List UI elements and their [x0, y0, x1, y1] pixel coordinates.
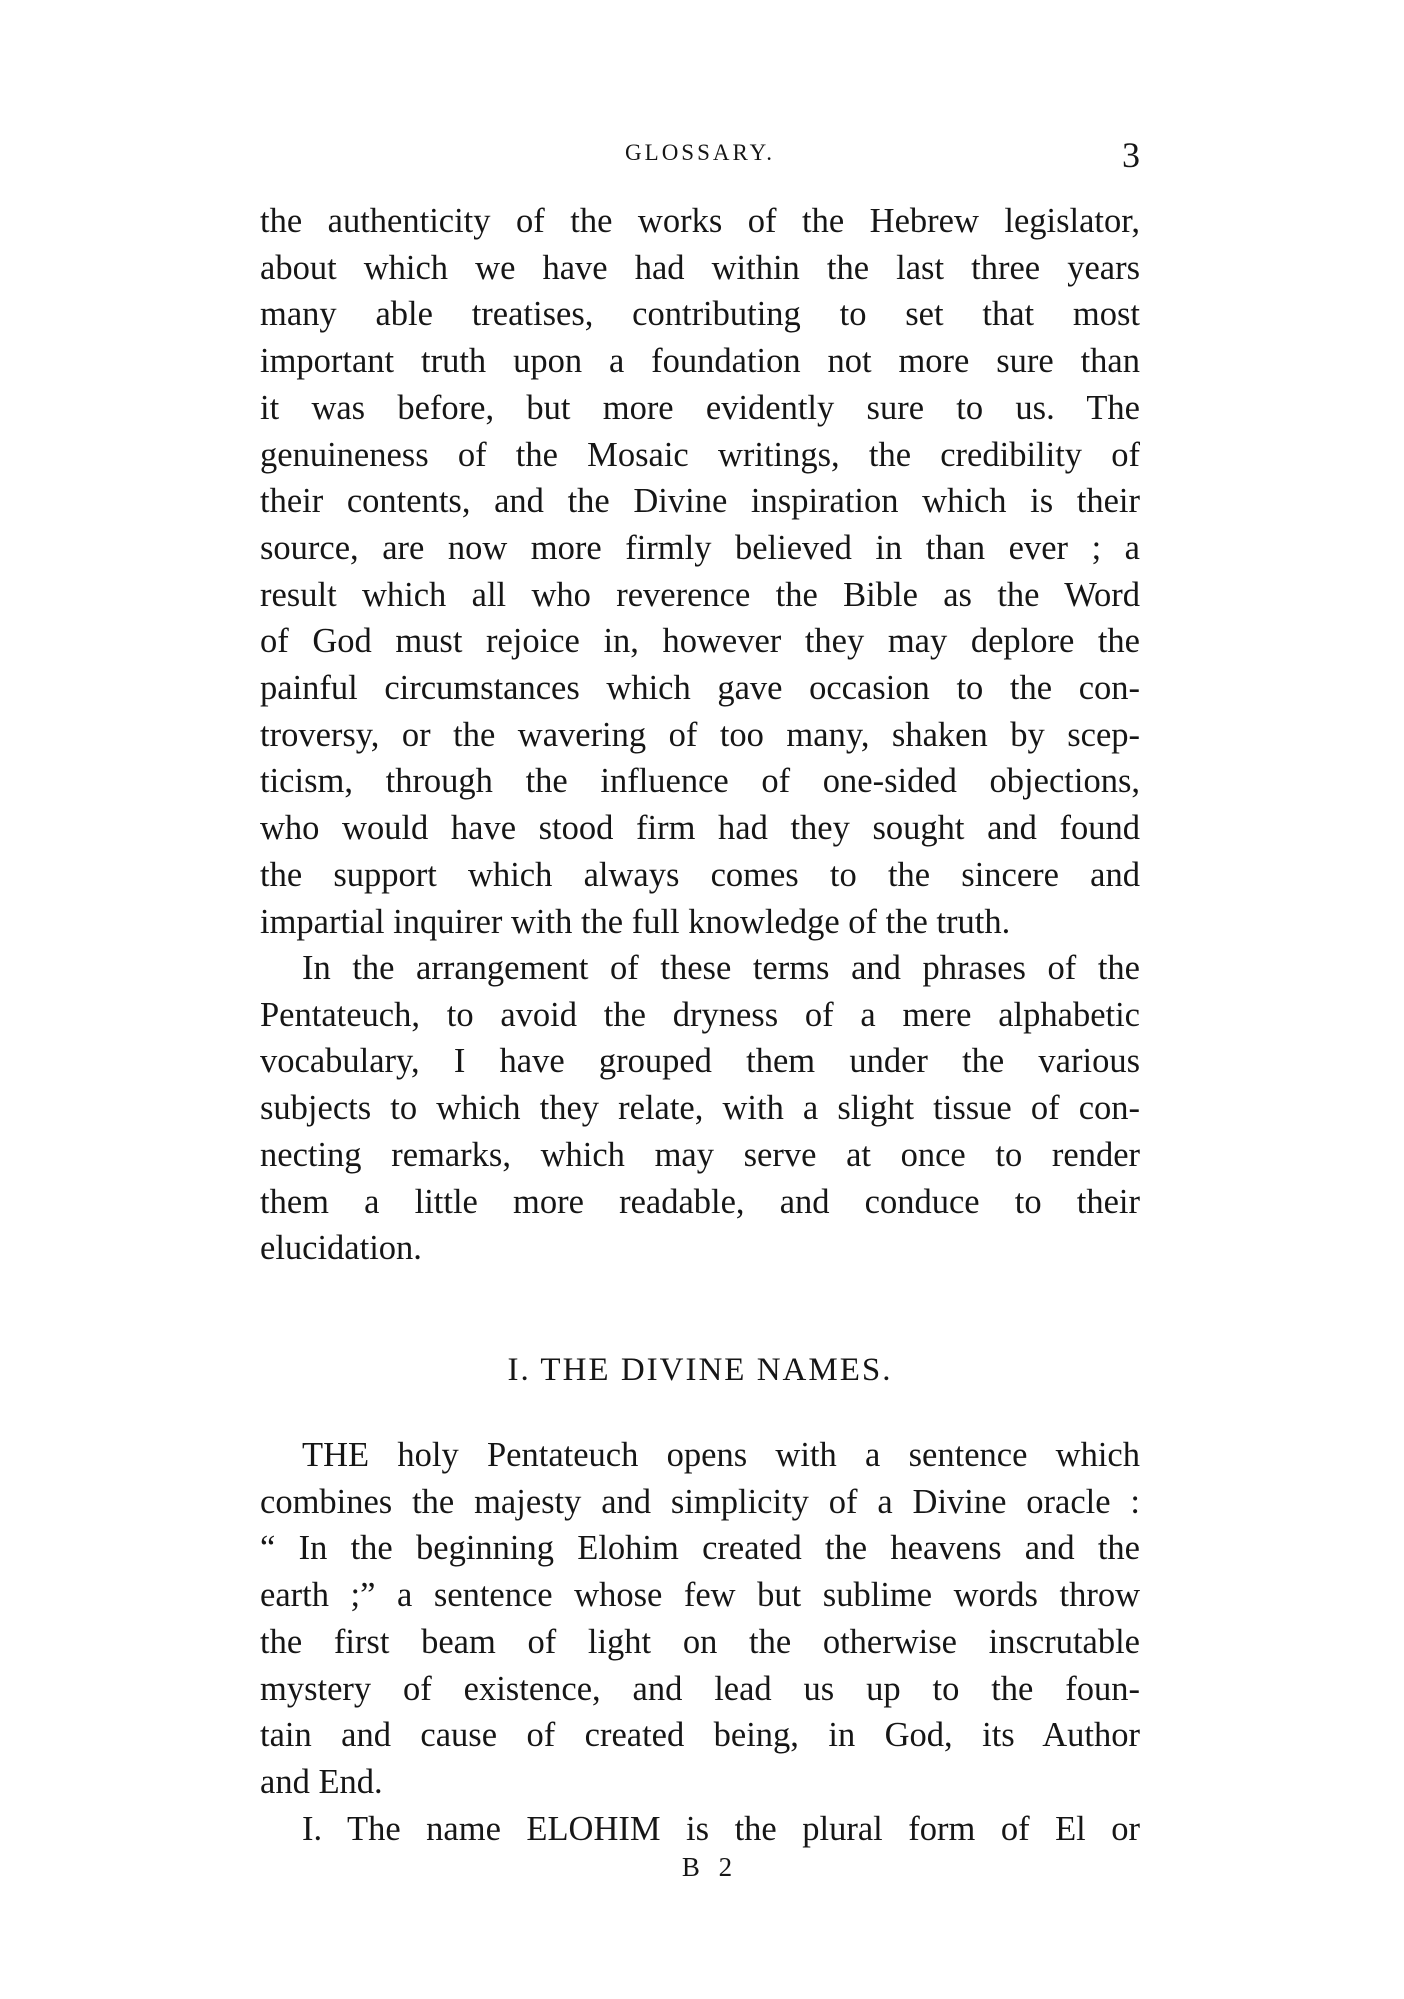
text-line: troversy, or the wavering of too many, shaken by scep-: [260, 715, 1140, 754]
text-line: important truth upon a foundation not more sure than: [260, 342, 1140, 381]
text-line: genuineness of the Mosaic writings, the credibility of: [260, 435, 1140, 474]
text-line: and End.: [260, 1762, 383, 1801]
page-header: [260, 135, 1140, 180]
text-line: their contents, and the Divine inspiration which is their: [260, 482, 1140, 521]
text-line: of God must rejoice in, however they may deplore the: [260, 622, 1140, 661]
text-line: elucidation.: [260, 1229, 422, 1268]
text-line: tain and cause of created being, in God, its Author: [260, 1716, 1140, 1755]
signature-mark: B 2: [681, 1852, 739, 1882]
paragraph-arrangement: [260, 945, 1140, 1272]
text-line: combines the majesty and simplicity of a Divine oracle :: [260, 1482, 1140, 1521]
text-line: vocabulary, I have grouped them under the various: [260, 1042, 1140, 1081]
text-line: the authenticity of the works of the Hebrew legislator,: [260, 202, 1140, 240]
text-line: earth ;” a sentence whose few but sublime words throw: [260, 1576, 1140, 1615]
text-line: the support which always comes to the sincere and: [260, 855, 1140, 894]
text-line: I. The name ELOHIM is the plural form of El or: [302, 1810, 1140, 1848]
text-line: mystery of existence, and lead us up to the foun-: [260, 1669, 1140, 1708]
text-line: Pentateuch, to avoid the dryness of a mere alphabetic: [260, 995, 1140, 1034]
paragraph-elohim: [260, 1806, 1140, 1853]
running-head: GLOSSARY.: [625, 140, 775, 165]
section-heading: I. THE DIVINE NAMES.: [507, 1352, 893, 1388]
text-line: impartial inquirer with the full knowledge of the truth.: [260, 902, 1011, 941]
text-line: In the arrangement of these terms and phrases of the: [302, 949, 1140, 987]
text-line: painful circumstances which gave occasion to the con-: [260, 669, 1140, 708]
text-line: source, are now more firmly believed in than ever ; a: [260, 528, 1140, 567]
text-line: many able treatises, contributing to set that most: [260, 295, 1140, 334]
text-line: THE holy Pentateuch opens with a sentence which: [302, 1436, 1140, 1474]
paragraph-continuation: [260, 198, 1140, 945]
text-line: about which we have had within the last three years: [260, 248, 1140, 287]
text-line: ticism, through the influence of one-sided objections,: [260, 762, 1140, 801]
text-line: necting remarks, which may serve at once to render: [260, 1135, 1140, 1174]
text-line: subjects to which they relate, with a slight tissue of con-: [260, 1089, 1140, 1128]
text-line: it was before, but more evidently sure to us. The: [260, 388, 1140, 427]
text-line: “ In the beginning Elohim created the heavens and the: [260, 1529, 1140, 1568]
text-line: the first beam of light on the otherwise inscrutable: [260, 1622, 1140, 1661]
text-line: who would have stood firm had they sought and found: [260, 809, 1140, 848]
paragraph-divine-names: [260, 1432, 1140, 1806]
text-line: them a little more readable, and conduce to their: [260, 1182, 1140, 1221]
page-number: 3: [1122, 135, 1140, 175]
text-line: result which all who reverence the Bible as the Word: [260, 575, 1140, 614]
